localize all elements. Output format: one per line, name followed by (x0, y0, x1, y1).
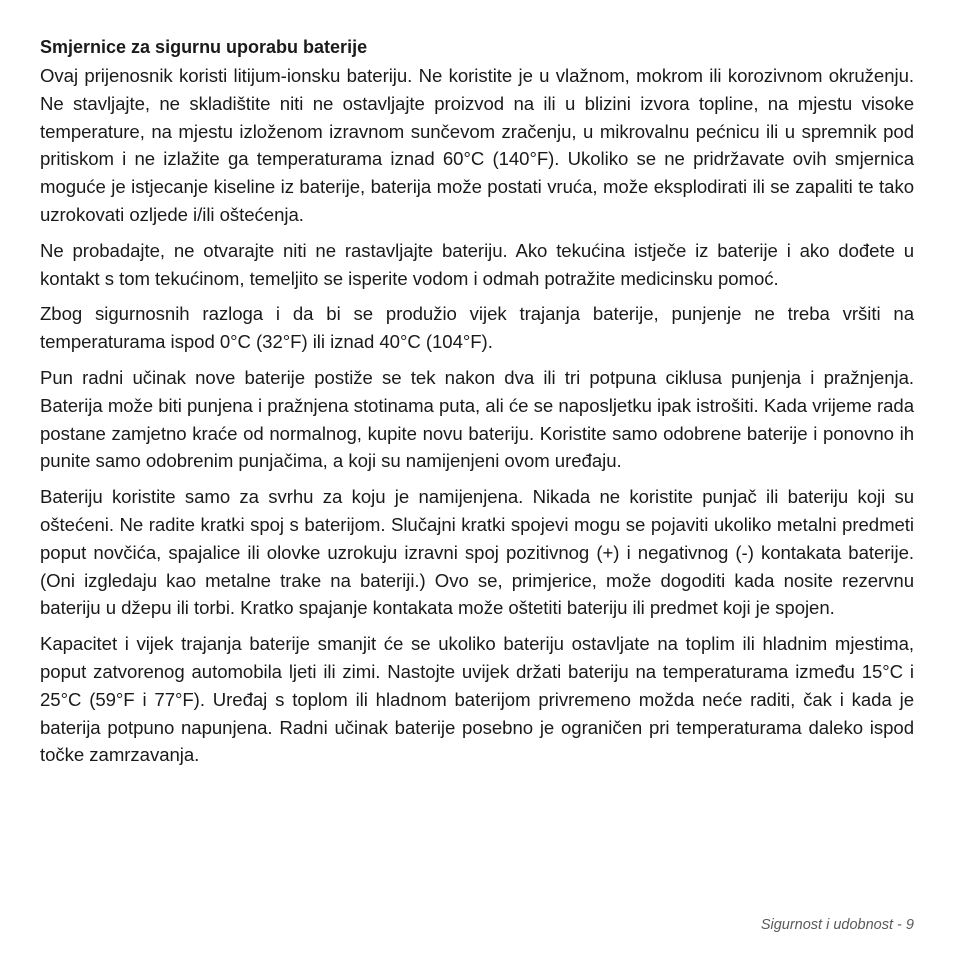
paragraph-charging-temperature: Zbog sigurnosnih razloga i da bi se produžio vijek trajanja baterije, punjenje ne treba vršiti na temperaturama ispod 0°C (32°F) ili iznad 40°C (104°F). (40, 303, 914, 353)
page-footer (761, 917, 914, 933)
document-page (40, 36, 914, 777)
paragraph-battery-usage: Ovaj prijenosnik koristi litijum-ionsku bateriju. Ne koristite je u vlažnom, mokrom ili korozivnom okruženju. Ne stavljajte, ne skladištite niti ne ostavljajte proizvod na ili u blizini izvora topline, na mjestu visoke temperature, na mjestu izloženom izravnom sunčevom zračenju, u mikrovalnu pećnicu ili u spremnik pod pritiskom i ne izlažite ga temperaturama iznad 60°C (140°F). Ukoliko se ne pridržavate ovih smjernica moguće je istjecanje kiseline iz baterije, baterija može postati vruća, može eksplodirati ili se zapaliti te tako uzrokovati ozljede i/ili oštećenja. (40, 65, 914, 225)
paragraph-battery-cycles: Pun radni učinak nove baterije postiže se tek nakon dva ili tri potpuna ciklusa punjenja i pražnjenja. Baterija može biti punjena i pražnjena stotinama puta, ali će se naposljetku ipak istrošiti. Kada vrijeme rada postane zamjetno kraće od normalnog, kupite novu bateriju. Koristite samo odobrene baterije i ponovno ih punite samo odobrenim punjačima, a koji su namijenjeni ovom uređaju. (40, 366, 914, 472)
paragraph-do-not-open: Ne probadajte, ne otvarajte niti ne rastavljajte bateriju. Ako tekućina istječe iz baterije i ako dođete u kontakt s tom tekućinom, temeljito se isperite vodom i odmah potražite medicinsku pomoć. (40, 239, 914, 289)
page-number: 9 (905, 917, 914, 933)
paragraph-capacity-temperature: Kapacitet i vijek trajanja baterije smanjit će se ukoliko bateriju ostavljate na toplim ili hladnim mjestima, poput zatvorenog automobila ljeti ili zimi. Nastojte uvijek držati bateriju na temperaturama između 15°C i 25°C (59°F i 77°F). Uređaj s toplom ili hladnom baterijom privremeno možda neće raditi, čak i kada je baterija potpuno napunjena. Radni učinak baterije posebno je ograničen pri temperaturama daleko ispod točke zamrzavanja. (40, 633, 914, 766)
paragraph-short-circuit: Bateriju koristite samo za svrhu za koju je namijenjena. Nikada ne koristite punjač ili bateriju koji su oštećeni. Ne radite kratki spoj s baterijom. Slučajni kratki spojevi mogu se pojaviti ukoliko metalni predmeti poput novčića, spajalice ili olovke uzrokuju izravni spoj pozitivnog (+) i negativnog (-) kontakata baterije. (Oni izgledaju kao metalne trake na bateriji.) Ovo se, primjerice, može dogoditi kada nosite rezervnu bateriju u džepu ili torbi. Kratko spajanje kontakata može oštetiti bateriju ili predmet koji je spojen. (40, 486, 914, 619)
section-heading: Smjernice za sigurnu uporabu baterije (40, 37, 368, 57)
footer-section-title: Sigurnost i udobnost - (760, 917, 902, 933)
